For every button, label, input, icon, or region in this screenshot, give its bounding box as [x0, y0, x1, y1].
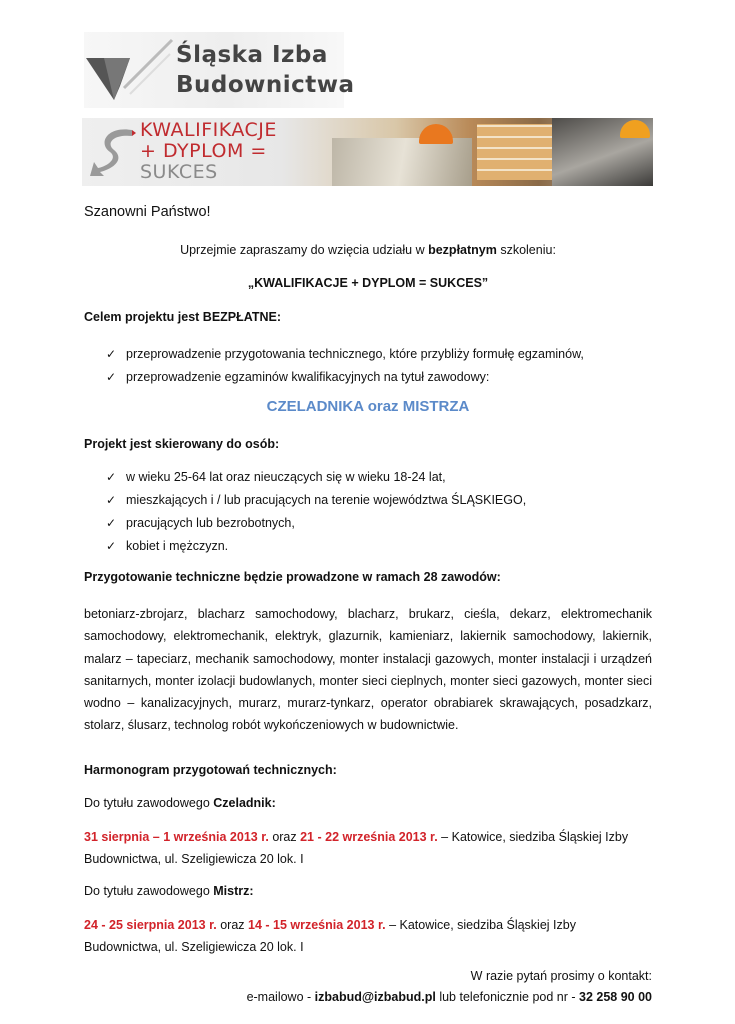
- czeladnik-label-bold: Czeladnik:: [213, 796, 276, 810]
- list-item: [106, 468, 526, 491]
- contact-intro: W razie pytań prosimy o kontakt:: [470, 969, 652, 983]
- banner-photo-plan: [332, 138, 472, 186]
- mistrz-label-text: Do tytułu zawodowego: [84, 884, 214, 898]
- check-icon: ✓: [106, 347, 117, 361]
- mistrz-date-1: 24 - 25 sierpnia 2013 r.: [84, 918, 217, 932]
- check-icon: ✓: [106, 370, 117, 384]
- banner-line-3: SUKCES: [140, 161, 218, 183]
- trades-heading: Przygotowanie techniczne będzie prowadzone w ramach 28 zawodów:: [84, 570, 501, 584]
- audience-list: [106, 468, 526, 560]
- goal-heading: Celem projektu jest BEZPŁATNE:: [84, 310, 282, 324]
- list-item: [106, 491, 526, 514]
- intro-bold: bezpłatnym: [428, 243, 497, 257]
- list-item-text: przeprowadzenie przygotowania technicznego, które przybliży formułę egzaminów,: [126, 347, 584, 361]
- mistrz-schedule: [84, 914, 652, 958]
- schedule-heading: Harmonogram przygotowań technicznych:: [84, 763, 337, 777]
- intro-before: Uprzejmie zapraszamy do wzięcia udziału w: [180, 243, 429, 257]
- intro-after: szkoleniu:: [496, 243, 556, 257]
- czeladnik-schedule: [84, 826, 652, 870]
- mistrz-connector: oraz: [216, 918, 248, 932]
- contact-details: [247, 990, 652, 1004]
- arrow-icon: [88, 122, 138, 182]
- logo-text-line1: Śląska Izba: [176, 42, 328, 68]
- list-item-text: w wieku 25-64 lat oraz nieuczących się w wieku 18-24 lat,: [126, 470, 446, 484]
- list-item: [106, 537, 526, 560]
- list-item-text: mieszkających i / lub pracujących na terenie województwa ŚLĄSKIEGO,: [126, 493, 527, 507]
- logo-mark-icon: [84, 38, 174, 102]
- czeladnik-date-2: 21 - 22 września 2013 r.: [300, 830, 438, 844]
- list-item: [106, 345, 584, 368]
- banner-slogan: [140, 120, 277, 183]
- contact-email-prefix: e-mailowo -: [246, 990, 315, 1004]
- list-item-text: przeprowadzenie egzaminów kwalifikacyjnych na tytuł zawodowy:: [126, 370, 490, 384]
- mistrz-place: – Katowice, siedziba Śląskiej Izby Budownictwa, ul. Szeligiewicza 20 lok. I: [84, 918, 576, 954]
- czeladnik-date-1: 31 sierpnia – 1 września 2013 r.: [84, 830, 269, 844]
- mistrz-label-bold: Mistrz:: [213, 884, 254, 898]
- logo-text-line2: Budownictwa: [176, 72, 355, 98]
- banner: [82, 118, 653, 186]
- intro-paragraph: [84, 243, 652, 257]
- title-headline: CZELADNIKA oraz MISTRZA: [266, 398, 470, 415]
- project-title: „KWALIFIKACJE + DYPLOM = SUKCES”: [247, 276, 489, 290]
- banner-photo-bricks: [477, 124, 557, 180]
- czeladnik-label: [84, 796, 276, 810]
- list-item-text: kobiet i mężczyzn.: [126, 539, 229, 553]
- contact-email[interactable]: izbabud@izbabud.pl: [314, 990, 436, 1004]
- check-icon: ✓: [106, 539, 117, 553]
- list-item: [106, 368, 584, 391]
- trades-paragraph: betoniarz-zbrojarz, blacharz samochodowy, blacharz, brukarz, cieśla, dekarz, elektromechanik samochodowy, elektromechanik, elektryk, glazurnik, kamieniarz, lakiernik samochodowy, lakiernik, malarz – tapeciarz, mechanik samochodowy, monter instalacji gazowych, monter instalacji i urządzeń sanitarnych, monter izolacji budowlanych, monter sieci cieplnych, monter sieci gazowych, monter sieci wodno – kanalizacyjnych, murarz, murarz-tynkarz, operator obrabiarek skrawających, posadzkarz, stolarz, ślusarz, technolog robót wykończeniowych w budownictwie.: [84, 607, 652, 733]
- greeting: Szanowni Państwo!: [84, 204, 211, 220]
- list-item: [106, 514, 526, 537]
- check-icon: ✓: [106, 470, 117, 484]
- check-icon: ✓: [106, 516, 117, 530]
- audience-heading: Projekt jest skierowany do osób:: [84, 437, 280, 451]
- logo: [84, 32, 355, 108]
- czeladnik-label-text: Do tytułu zawodowego: [84, 796, 214, 810]
- banner-helmet: [419, 124, 453, 144]
- czeladnik-connector: oraz: [268, 830, 301, 844]
- mistrz-date-2: 14 - 15 września 2013 r.: [248, 918, 386, 932]
- contact-phone[interactable]: 32 258 90 00: [579, 990, 652, 1004]
- czeladnik-place: – Katowice, siedziba Śląskiej Izby Budownictwa, ul. Szeligiewicza 20 lok. I: [84, 830, 629, 866]
- contact-phone-prefix: lub telefonicznie pod nr -: [435, 990, 579, 1004]
- goal-list: [106, 345, 584, 391]
- mistrz-label: [84, 884, 254, 898]
- list-item-text: pracujących lub bezrobotnych,: [126, 516, 295, 530]
- banner-line-2: + DYPLOM =: [140, 140, 267, 162]
- banner-line-1: KWALIFIKACJE: [140, 119, 277, 141]
- check-icon: ✓: [106, 493, 117, 507]
